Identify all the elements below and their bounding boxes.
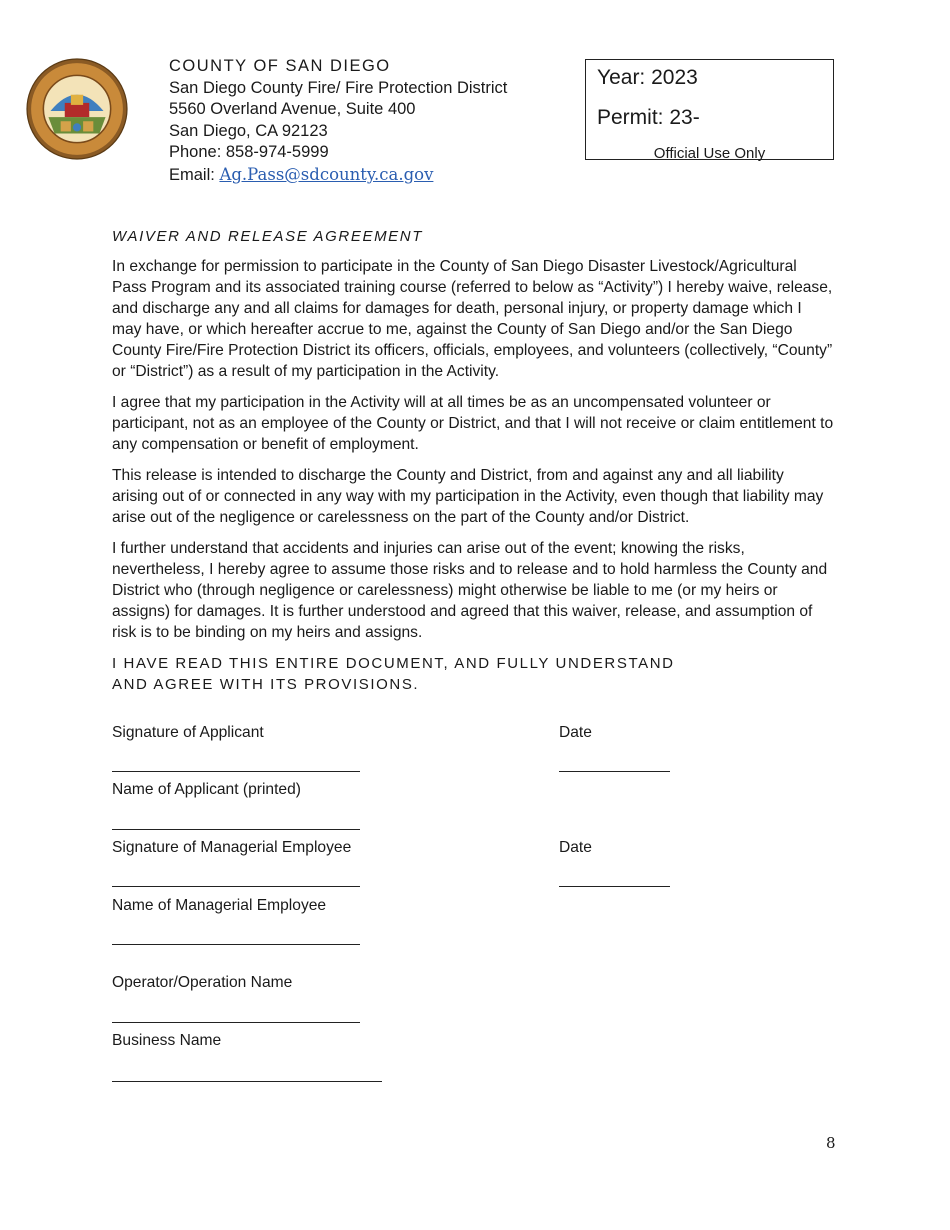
permit-field: Permit: 23- xyxy=(597,106,700,129)
agreement-body xyxy=(112,226,834,695)
name-manager-label: Name of Managerial Employee xyxy=(112,897,327,914)
date1-line[interactable] xyxy=(559,771,670,772)
agreement-title: WAIVER AND RELEASE AGREEMENT xyxy=(112,228,423,245)
date1-label: Date xyxy=(559,724,592,741)
paragraph-4: I further understand that accidents and injuries can arise out of the event; knowing the risks, nevertheless, I hereby agree to assume those risks and to release and to hold harmless the County and District who (through negligence or carelessness) might otherwise be liable to me (or my heirs or assigns) for damages. It is further understood and agreed that this waiver, release, and assumption of risk is to be binding on my heirs and assigns. xyxy=(112,540,828,641)
name-applicant-line[interactable] xyxy=(112,829,360,830)
sig-applicant-line[interactable] xyxy=(112,771,360,772)
name-applicant-label: Name of Applicant (printed) xyxy=(112,781,301,798)
paragraph-3: This release is intended to discharge the County and District, from and against any and all liability arising out of or connected in any way with my participation in the Activity, even though that liability may arise out of the negligence or carelessness on the part of the County and/or District. xyxy=(112,467,824,526)
address-line-1: 5560 Overland Avenue, Suite 400 xyxy=(169,100,416,119)
year-field: Year: 2023 xyxy=(597,66,698,89)
email-link[interactable]: Ag.Pass@sdcounty.ca.gov xyxy=(219,164,434,184)
date2-line[interactable] xyxy=(559,886,670,887)
org-name: COUNTY OF SAN DIEGO xyxy=(169,57,391,75)
address-line-2: San Diego, CA 92123 xyxy=(169,121,328,140)
operator-label: Operator/Operation Name xyxy=(112,974,293,991)
sig-manager-line[interactable] xyxy=(112,886,360,887)
operator-line[interactable] xyxy=(112,1022,360,1023)
name-manager-line[interactable] xyxy=(112,944,360,945)
email-label: Email: xyxy=(169,165,215,184)
acknowledgement: I HAVE READ THIS ENTIRE DOCUMENT, AND FULLY UNDERSTAND AND AGREE WITH ITS PROVISIONS. xyxy=(112,655,675,693)
county-header xyxy=(169,56,507,187)
business-label: Business Name xyxy=(112,1032,222,1049)
official-use-label: Official Use Only xyxy=(653,145,766,162)
paragraph-2: I agree that my participation in the Activity will at all times be as an uncompensated volunteer or participant, not as an employee of the County or District, and that I will not receive or claim entitlement to any compensation or benefit of employment. xyxy=(112,394,834,453)
county-seal xyxy=(26,58,128,160)
date2-label: Date xyxy=(559,839,592,856)
sig-applicant-label: Signature of Applicant xyxy=(112,724,264,741)
phone: Phone: 858-974-5999 xyxy=(169,143,329,162)
official-use-box xyxy=(585,59,834,160)
sig-manager-label: Signature of Managerial Employee xyxy=(112,839,352,856)
dept-name: San Diego County Fire/ Fire Protection District xyxy=(169,78,508,97)
paragraph-1: In exchange for permission to participate in the County of San Diego Disaster Livestock/Agricultural Pass Program and its associated training course (referred to below as “Activity”) I hereby waive, release, and discharge any and all claims for damages for death, personal injury, or property damage which I may have, or which hereafter accrue to me, against the County of San Diego and/or the San Diego County Fire/Fire Protection District its officers, officials, employees, and volunteers (collectively, “County” or “District”) as a result of my participation in the Activity. xyxy=(112,258,833,380)
page-number: 8 xyxy=(826,1134,836,1152)
email-line xyxy=(169,164,507,187)
business-line[interactable] xyxy=(112,1081,382,1082)
